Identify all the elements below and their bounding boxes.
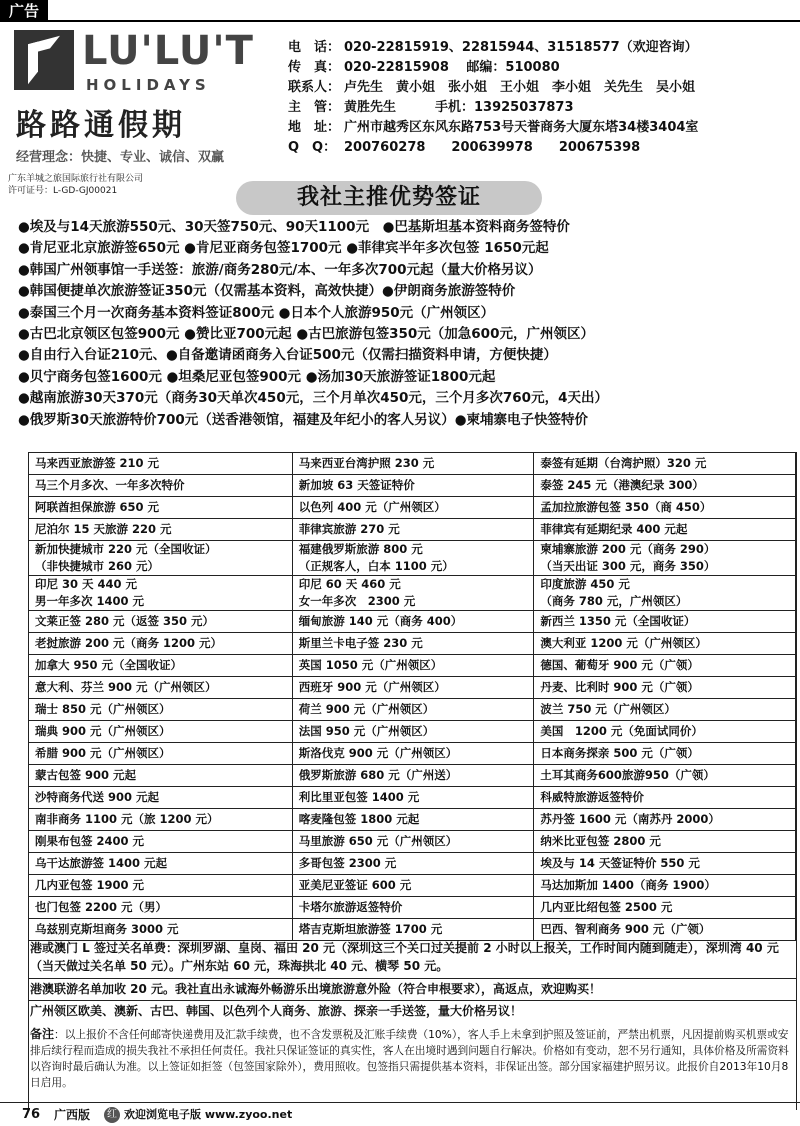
- hk-line: 港或澳门 L 签过关名单费：深圳罗湖、皇岗、福田 20 元（深圳这三个关口过关提前 2 小时以上报关，工作时间内随到随走），深圳湾 40 元（当天做过关名单 50 元）。广州东站 60 元，珠海拱北 40 元、横琴 50 元。: [30, 941, 779, 974]
- cell-line: 以色列 400 元（广州领区）: [298, 500, 446, 514]
- table-cell: [29, 743, 293, 765]
- visa-price-table: [28, 452, 796, 941]
- hk-macau-notice: [30, 939, 794, 1021]
- table-left-border: [28, 452, 29, 1110]
- table-row: [29, 919, 796, 941]
- table-row: [29, 453, 796, 475]
- table-row: [29, 809, 796, 831]
- top-rule: [48, 20, 800, 22]
- table-row: [29, 633, 796, 655]
- table-row: [29, 765, 796, 787]
- table-cell: [29, 633, 293, 655]
- table-cell: [29, 809, 293, 831]
- table-cell: [292, 875, 534, 897]
- table-cell: [292, 475, 534, 497]
- cell-line: 马达加斯加 1400（商务 1900）: [540, 878, 716, 892]
- cell-line: 阿联酋担保旅游 650 元: [35, 500, 160, 514]
- logo-chinese-name: 路路通假期: [16, 108, 186, 143]
- table-cell: [292, 453, 534, 475]
- cell-line: 马三个月多次、一年多次特价: [35, 478, 185, 492]
- table-cell: [29, 453, 293, 475]
- table-cell: [29, 787, 293, 809]
- table-cell: [29, 765, 293, 787]
- contact-fax: [288, 58, 796, 78]
- cell-line: 加拿大 950 元（全国收证）: [35, 658, 183, 672]
- cell-line: 乌兹别克斯坦商务 3000 元: [35, 922, 179, 936]
- table-cell: [534, 519, 796, 541]
- table-cell: [534, 541, 796, 576]
- cell-line: 沙特商务代送 900 元起: [35, 790, 160, 804]
- cell-line: 新加坡 63 天签证特价: [298, 478, 415, 492]
- cell-line: 乌干达旅游签 1400 元起: [35, 856, 168, 870]
- hk-separator: [28, 1000, 796, 1001]
- cell-line: 新加快捷城市 220 元（全国收证）: [35, 542, 217, 556]
- cell-line: 文莱正签 280 元（返签 350 元）: [35, 614, 215, 628]
- table-row: [29, 475, 796, 497]
- contact-people: [288, 78, 796, 98]
- cell-line: 斯洛伐克 900 元（广州领区）: [298, 746, 458, 760]
- contact-label: 主 管：: [288, 100, 341, 115]
- table-cell: [29, 919, 293, 941]
- remarks-text: ：以上报价不含任何邮寄快递费用及汇款手续费，也不含发票税及汇账手续费（10%），客人手上未拿到护照及签证前，严禁出机票，凡因提前购买机票或安排后续行程而造成的损失我社不承担任何责任。我社只保证签证的真实性，客人在出境时遇到问题自行解决。价格如有变动，恕不另行通知，具体价格及所需资料以咨询时最后确认为准。以上签证如拒签（包签国家除外），费用照收。包签指只需提供基本资料，非保证出签。部分国家福建护照另议。此报价自2013年10月8日启用。: [30, 1028, 789, 1089]
- featured-visa-list: [18, 217, 798, 431]
- table-cell: [29, 831, 293, 853]
- table-cell: [292, 831, 534, 853]
- cell-line: 马来西亚旅游签 210 元: [35, 456, 160, 470]
- cell-line: 瑞士 850 元（广州领区）: [35, 702, 171, 716]
- license-number: 许可证号：L-GD-GJ00021: [8, 186, 118, 196]
- contact-value: 200760278 200639978 200675398: [344, 140, 641, 155]
- featured-item: ●韩国广州领事馆一手送签：旅游/商务280元/本、一年多次700元起（量大价格另议）: [18, 261, 542, 278]
- table-cell: [534, 853, 796, 875]
- headline-banner: 我社主推优势签证: [236, 181, 542, 215]
- hk-separator: [28, 978, 796, 979]
- cell-line: 老挝旅游 200 元（商务 1200 元）: [35, 636, 223, 650]
- table-row: [29, 831, 796, 853]
- cell-line: 埃及与 14 天签证特价 550 元: [540, 856, 700, 870]
- featured-item: ●自由行入台证210元、●自备邀请函商务入台证500元（仅需扫描资料申请，方便快捷）: [18, 347, 557, 364]
- remarks: [30, 1026, 794, 1091]
- cell-line: 泰签 245 元（港澳纪录 300）: [540, 478, 704, 492]
- cell-line: 美国 1200 元（免面试同价）: [540, 724, 703, 738]
- cell-line: 荷兰 900 元（广州领区）: [298, 702, 435, 716]
- cell-line: 纳米比亚包签 2800 元: [540, 834, 661, 848]
- table-cell: [29, 853, 293, 875]
- contact-value: 黄胜先生 手机：13925037873: [344, 100, 574, 115]
- cell-line: 福建俄罗斯旅游 800 元: [298, 542, 423, 556]
- contact-manager: [288, 98, 796, 118]
- cell-line: 尼泊尔 15 天旅游 220 元: [35, 522, 172, 536]
- cell-line: 瑞典 900 元（广州领区）: [35, 724, 171, 738]
- table-cell: [29, 475, 293, 497]
- table-row: [29, 699, 796, 721]
- table-row: [29, 576, 796, 611]
- table-row: [29, 897, 796, 919]
- cell-line: 日本商务探亲 500 元（广领）: [540, 746, 699, 760]
- cell-line: 塔吉克斯坦旅游签 1700 元: [298, 922, 443, 936]
- table-cell: [29, 699, 293, 721]
- table-cell: [29, 875, 293, 897]
- table-cell: [292, 853, 534, 875]
- cell-line: 菲律宾旅游 270 元: [298, 522, 400, 536]
- table-cell: [292, 633, 534, 655]
- cell-line: 法国 950 元（广州领区）: [298, 724, 435, 738]
- cell-line: 科威特旅游返签特价: [540, 790, 644, 804]
- edition-badge-icon: 红: [104, 1107, 120, 1123]
- table-row: [29, 541, 796, 576]
- table-cell: [292, 919, 534, 941]
- table-row: [29, 655, 796, 677]
- company-info: [8, 173, 143, 197]
- cell-line: （正规客人，白本 1100 元）: [298, 559, 454, 573]
- table-cell: [29, 897, 293, 919]
- table-cell: [534, 809, 796, 831]
- table-row: [29, 787, 796, 809]
- table-cell: [29, 677, 293, 699]
- hk-line: 港澳联游名单加收 20 元。我社直出永诚海外畅游乐出境旅游意外险（符合申根要求），高返点，欢迎购买！: [30, 981, 602, 996]
- table-cell: [534, 721, 796, 743]
- contact-qq: [288, 138, 796, 158]
- table-cell: [534, 765, 796, 787]
- cell-line: 柬埔寨旅游 200 元（商务 290）: [540, 542, 716, 556]
- contact-label: 电 话：: [288, 40, 341, 55]
- cell-line: 刚果布包签 2400 元: [35, 834, 145, 848]
- logo-block: [8, 26, 270, 172]
- cell-line: 意大利、芬兰 900 元（广州领区）: [35, 680, 217, 694]
- contact-label: 联系人：: [288, 80, 341, 95]
- cell-line: 印尼 60 天 460 元: [298, 577, 401, 591]
- contact-phone: [288, 38, 796, 58]
- contact-label: 传 真：: [288, 60, 341, 75]
- table-cell: [534, 677, 796, 699]
- contact-address: [288, 118, 796, 138]
- table-row: [29, 743, 796, 765]
- featured-item: ●越南旅游30天370元（商务30天单次450元，三个月单次450元，三个月多次760元，4天出）: [18, 390, 608, 407]
- cell-line: 亚美尼亚签证 600 元: [298, 878, 412, 892]
- table-cell: [29, 519, 293, 541]
- cell-line: 印尼 30 天 440 元: [35, 577, 138, 591]
- table-cell: [534, 699, 796, 721]
- table-cell: [292, 576, 534, 611]
- cell-line: 波兰 750 元（广州领区）: [540, 702, 676, 716]
- cell-line: 俄罗斯旅游 680 元（广州送）: [298, 768, 458, 782]
- cell-line: 英国 1050 元（广州领区）: [298, 658, 443, 672]
- table-cell: [534, 633, 796, 655]
- table-cell: [534, 919, 796, 941]
- cell-line: 菲律宾有延期纪录 400 元起: [540, 522, 688, 536]
- table-cell: [29, 497, 293, 519]
- website-link[interactable]: 欢迎浏览电子版 www.zyoo.net: [124, 1108, 293, 1121]
- table-cell: [292, 519, 534, 541]
- table-cell: [292, 809, 534, 831]
- cell-line: 蒙古包签 900 元起: [35, 768, 137, 782]
- featured-item: ●俄罗斯30天旅游特价700元（送香港领馆，福建及年纪小的客人另议）●柬埔寨电子快签特价: [18, 411, 589, 428]
- edition-label: 广西版: [54, 1108, 91, 1122]
- table-cell: [292, 699, 534, 721]
- contact-label: 地 址：: [288, 120, 341, 135]
- contact-value: 卢先生 黄小姐 张小姐 王小姐 李小姐 关先生 吴小姐: [344, 80, 696, 95]
- bottom-rule: [0, 1102, 800, 1103]
- table-cell: [292, 677, 534, 699]
- table-cell: [292, 787, 534, 809]
- cell-line: 马里旅游 650 元（广州领区）: [298, 834, 458, 848]
- cell-line: 印度旅游 450 元: [540, 577, 630, 591]
- contact-block: [288, 38, 796, 158]
- table-cell: [534, 497, 796, 519]
- table-cell: [292, 497, 534, 519]
- table-cell: [534, 475, 796, 497]
- table-cell: [292, 765, 534, 787]
- remarks-label: 备注: [30, 1027, 55, 1041]
- page-footer: [0, 1104, 800, 1126]
- cell-line: 德国、葡萄牙 900 元（广领）: [540, 658, 699, 672]
- logo-subtitle: HOLIDAYS: [86, 76, 211, 94]
- table-cell: [292, 541, 534, 576]
- table-cell: [534, 576, 796, 611]
- contact-label: Q Q：: [288, 140, 337, 155]
- table-cell: [29, 611, 293, 633]
- cell-line: 丹麦、比利时 900 元（广领）: [540, 680, 699, 694]
- table-cell: [292, 611, 534, 633]
- cell-line: 土耳其商务600旅游950（广领）: [540, 768, 715, 782]
- table-row: [29, 853, 796, 875]
- table-cell: [534, 453, 796, 475]
- logo-motto: 经营理念：快捷、专业、诚信、双赢: [16, 150, 225, 165]
- cell-line: （当天出证 300 元，商务 350）: [540, 559, 716, 573]
- table-cell: [534, 831, 796, 853]
- table-cell: [29, 655, 293, 677]
- table-cell: [292, 655, 534, 677]
- table-row: [29, 721, 796, 743]
- cell-line: 孟加拉旅游包签 350（商 450）: [540, 500, 712, 514]
- cell-line: 卡塔尔旅游返签特价: [298, 900, 403, 914]
- contact-value: 广州市越秀区东风东路753号天誉商务大厦东塔34楼3404室: [344, 120, 699, 135]
- cell-line: 希腊 900 元（广州领区）: [35, 746, 171, 760]
- cell-line: 巴西、智利商务 900 元（广领）: [540, 922, 711, 936]
- table-row: [29, 611, 796, 633]
- cell-line: （商务 780 元，广州领区）: [540, 594, 688, 608]
- table-cell: [292, 743, 534, 765]
- contact-value: 020-22815908 邮编：510080: [344, 60, 560, 75]
- table-cell: [534, 611, 796, 633]
- table-cell: [534, 897, 796, 919]
- table-cell: [534, 743, 796, 765]
- cell-line: 苏丹签 1600 元（南苏丹 2000）: [540, 812, 720, 826]
- hk-line: 广州领区欧美、澳新、古巴、韩国、以色列个人商务、旅游、探亲一手送签，量大价格另议！: [30, 1004, 523, 1019]
- table-cell: [534, 875, 796, 897]
- featured-item: ●贝宁商务包签1600元 ●坦桑尼亚包签900元 ●汤加30天旅游签证1800元起: [18, 368, 496, 385]
- table-cell: [534, 655, 796, 677]
- table-row: [29, 875, 796, 897]
- cell-line: 新西兰 1350 元（全国收证）: [540, 614, 696, 628]
- cell-line: （非快捷城市 260 元）: [35, 559, 160, 573]
- cell-line: 西班牙 900 元（广州领区）: [298, 680, 446, 694]
- table-row: [29, 519, 796, 541]
- cell-line: 澳大利亚 1200 元（广州领区）: [540, 636, 707, 650]
- ad-label: 广告: [0, 0, 48, 22]
- featured-item: ●泰国三个月一次商务基本资料签证800元 ●日本个人旅游950元（广州领区）: [18, 304, 495, 321]
- featured-item: ●埃及与14天旅游550元、30天签750元、90天1100元 ●巴基斯坦基本资料商务签特价: [18, 219, 570, 235]
- company-name: 广东羊城之旅国际旅行社有限公司: [8, 174, 144, 184]
- cell-line: 女一年多次 2300 元: [298, 594, 416, 608]
- cell-line: 男一年多次 1400 元: [35, 594, 145, 608]
- cell-line: 几内亚比绍包签 2500 元: [540, 900, 673, 914]
- table-cell: [534, 787, 796, 809]
- cell-line: 南非商务 1100 元（旅 1200 元）: [35, 812, 219, 826]
- table-cell: [29, 576, 293, 611]
- cell-line: 多哥包签 2300 元: [298, 856, 397, 870]
- cell-line: 马来西亚台湾护照 230 元: [298, 456, 435, 470]
- cell-line: 缅甸旅游 140 元（商务 400）: [298, 614, 463, 628]
- table-row: [29, 677, 796, 699]
- table-cell: [292, 721, 534, 743]
- logo-s-icon: [14, 30, 74, 90]
- cell-line: 几内亚包签 1900 元: [35, 878, 145, 892]
- cell-line: 泰签有延期（台湾护照）320 元: [540, 456, 707, 470]
- featured-item: ●古巴北京领区包签900元 ●赞比亚700元起 ●古巴旅游包签350元（加急600元，广州领区）: [18, 326, 594, 343]
- table-cell: [29, 541, 293, 576]
- contact-value: 020-22815919、22815944、31518577（欢迎咨询）: [344, 40, 698, 55]
- featured-item: ●肯尼亚北京旅游签650元 ●肯尼亚商务包签1700元 ●菲律宾半年多次包签 1650元起: [18, 240, 549, 257]
- page-number: 76: [22, 1107, 41, 1122]
- table-cell: [29, 721, 293, 743]
- cell-line: 也门包签 2200 元（男）: [35, 900, 168, 914]
- cell-line: 喀麦隆包签 1800 元起: [298, 812, 420, 826]
- cell-line: 斯里兰卡电子签 230 元: [298, 636, 423, 650]
- table-cell: [292, 897, 534, 919]
- table-row: [29, 497, 796, 519]
- logo-brand: LU'LU'T: [82, 28, 254, 74]
- cell-line: 利比里亚包签 1400 元: [298, 790, 420, 804]
- featured-item: ●韩国便捷单次旅游签证350元（仅需基本资料，高效快捷）●伊朗商务旅游签特价: [18, 283, 516, 300]
- table-right-border: [796, 452, 797, 1110]
